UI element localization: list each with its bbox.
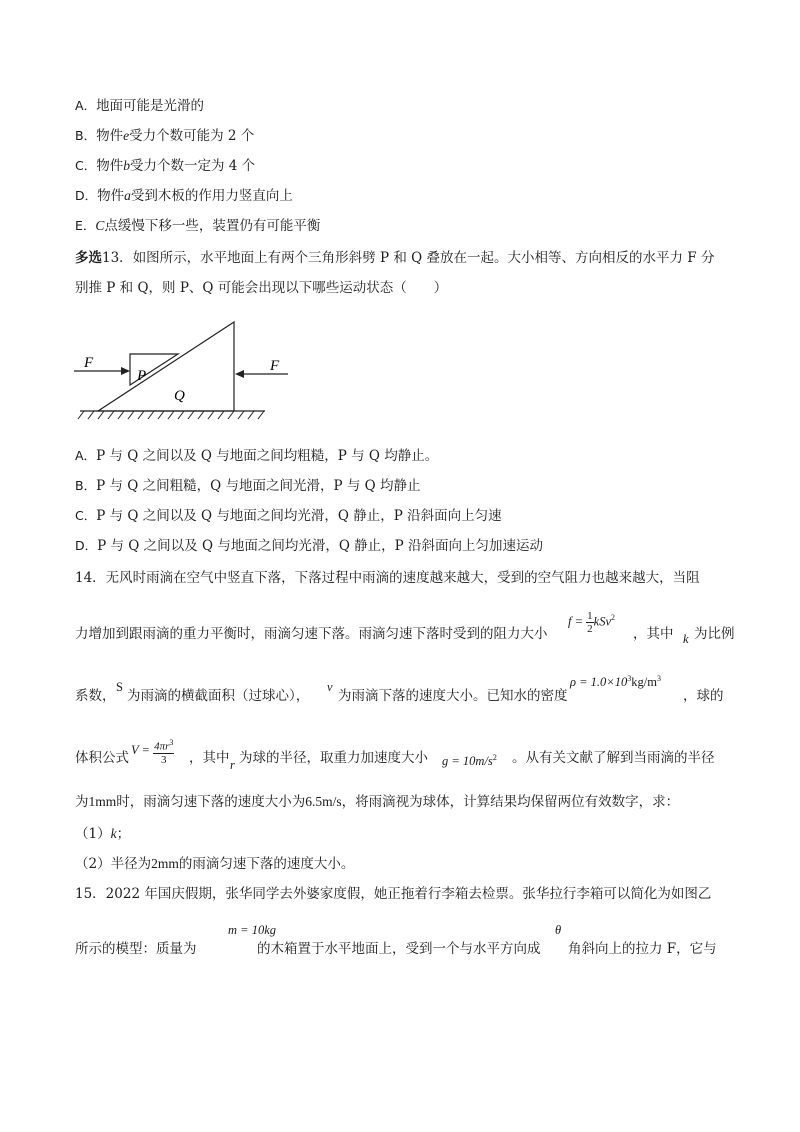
r-symbol: r (230, 758, 235, 772)
theta-symbol: θ (555, 923, 562, 937)
formula-mass: m = 10kg (228, 923, 277, 937)
q13-stem-line2 (75, 280, 447, 296)
option-text: P 与 Q 之间以及 Q 与地面之间均粗糙，P 与 Q 均静止。 (96, 448, 439, 464)
option-label: A． (75, 448, 97, 463)
formula-gravity: $g = 10m/s^2$ (442, 753, 497, 769)
option-label: B． (75, 478, 97, 493)
option-label: C． (75, 158, 97, 173)
force-label-left: F (84, 355, 94, 371)
wedge-q (98, 322, 234, 411)
q14-line3-b: 为雨滴的横截面积（过球心）， (127, 688, 310, 704)
q15-line2-c: 角斜向上的拉力 F，它与 (568, 941, 717, 957)
force-label-right: F (270, 358, 280, 374)
q15-line2-b: 的木箱置于水平地面上，受到一个与水平方向成 (257, 941, 541, 957)
option-text: P 与 Q 之间以及 Q 与地面之间均光滑，Q 静止，P 沿斜面向上匀速 (96, 508, 502, 524)
q14-line4: 体积公式 (75, 750, 129, 766)
variable: a (124, 188, 131, 203)
q13-option-a (75, 448, 438, 464)
question-text: 如图所示，水平地面上有两个三角形斜劈 P 和 Q 叠放在一起。大小相等、方向相反的水平力 F 分 (132, 250, 715, 266)
q15-line1: 15．2022 年国庆假期，张华同学去外婆家度假，她正拖着行李箱去检票。张华拉行李箱可以简化为如图乙 (75, 886, 712, 902)
option-label: D． (75, 538, 98, 553)
option-label: D． (75, 188, 98, 203)
option-text: 地面可能是光滑的 (96, 98, 205, 114)
option-text: 物件 (97, 188, 125, 204)
q14-line3-c: 为雨滴下落的速度大小。已知水的密度 (338, 688, 568, 704)
q12-option-a (75, 98, 204, 114)
q14-line2-end: 为比例 (694, 626, 735, 642)
q15-line2: 所示的模型：质量为 (75, 941, 197, 957)
multi-select-tag: 多选 (75, 250, 102, 266)
q14-line2 (75, 626, 548, 642)
option-label: E． (75, 218, 96, 233)
option-label: B． (75, 128, 97, 143)
variable: C (95, 218, 105, 233)
q14-sub1: （1）k； (75, 826, 131, 842)
wedge-label-p: P (137, 368, 147, 384)
q13-option-b (75, 478, 421, 494)
q14-line4-c: 为球的半径，取重力加速度大小 (239, 750, 428, 766)
question-text: 别推 P 和 Q，则 P、Q 可能会出现以下哪些运动状态（ ） (75, 280, 448, 296)
q12-option-e (75, 218, 320, 234)
option-text: P 与 Q 之间粗糙，Q 与地面之间光滑，P 与 Q 均静止 (96, 478, 421, 494)
formula-drag-force: f = $\frac{1}{2}$ kSv$^2$ (568, 610, 616, 635)
q13-option-d (75, 538, 543, 554)
s-symbol: S (116, 680, 123, 694)
variable: e (123, 128, 130, 143)
formula-water-density: $\rho = 1.0\times 10^3kg/m^3$ (570, 674, 661, 690)
q12-option-b (75, 128, 254, 144)
q12-option-d (75, 188, 293, 204)
question-text: 力增加到跟雨滴的重力平衡时，雨滴匀速下落。雨滴匀速下落时受到的阻力大小 (75, 626, 548, 642)
option-label: C． (75, 508, 97, 523)
q13-figure (70, 318, 300, 424)
option-text: 物件 (96, 128, 124, 144)
option-text: 受到木板的作用力竖直向上 (130, 188, 293, 204)
q14-line4-b: ，其中 (189, 750, 230, 766)
variable: b (123, 158, 130, 173)
option-text: 物件 (96, 158, 124, 174)
wedge-label-q: Q (174, 388, 185, 404)
q14-line1 (75, 570, 700, 586)
question-text: 14．无风时雨滴在空气中竖直下落，下落过程中雨滴的速度越来越大，受到的空气阻力也越来越大，当阻 (75, 570, 700, 586)
k-symbol: k (683, 632, 689, 646)
option-label: A． (75, 98, 97, 113)
q14-line5: 为1mm时，雨滴匀速下落的速度大小为6.5m/s，将雨滴视为球体，计算结果均保留两位有效数字，求： (75, 794, 680, 810)
q14-sub2: （2）半径为2mm的雨滴匀速下落的速度大小。 (75, 856, 355, 872)
option-text: 受力个数一定为 4 个 (129, 158, 256, 174)
option-text: P 与 Q 之间以及 Q 与地面之间均光滑，Q 静止，P 沿斜面向上匀加速运动 (97, 538, 544, 554)
v-symbol: v (327, 680, 333, 694)
formula-sphere-volume: V = $\frac{4\pi r^3}{3}$ (131, 738, 174, 766)
q13-stem-line1 (75, 250, 714, 266)
q14-line4-d: 。从有关文献了解到当雨滴的半径 (512, 750, 715, 766)
q14-line3: 系数， (75, 688, 116, 704)
q14-line2-cont: ，其中 (633, 626, 674, 642)
q13-option-c (75, 508, 502, 524)
option-text: 受力个数可能为 2 个 (129, 128, 255, 144)
question-number: 13． (102, 250, 133, 266)
q14-line3-d: ，球的 (683, 688, 724, 704)
q12-option-c (75, 158, 255, 174)
option-text: 点缓慢下移一些，装置仍有可能平衡 (104, 218, 321, 234)
